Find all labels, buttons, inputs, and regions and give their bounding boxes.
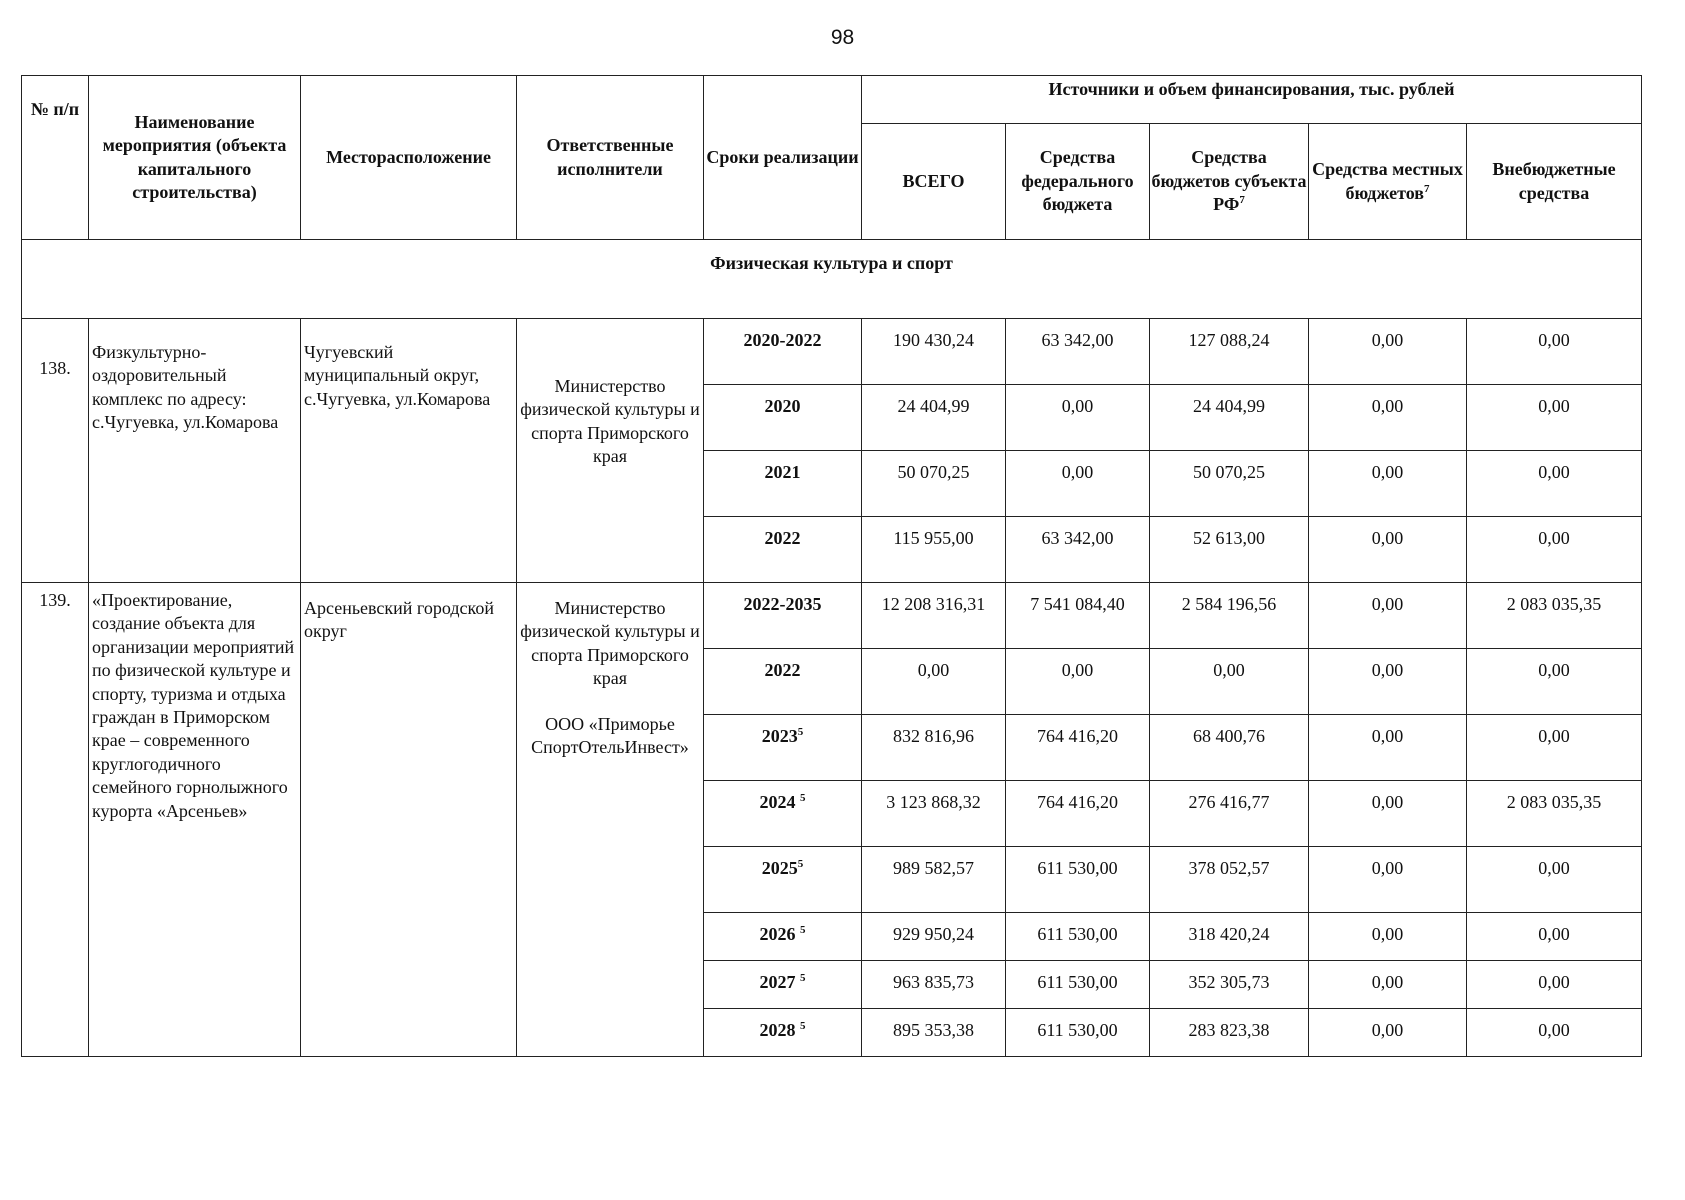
header-subject	[1150, 124, 1309, 240]
value-subject: 50 070,25	[1150, 451, 1309, 517]
value-extra: 2 083 035,35	[1467, 583, 1642, 649]
year-label: 2024	[759, 792, 800, 812]
header-subject-label: Средства бюджетов субъекта РФ	[1151, 147, 1307, 215]
value-local: 0,00	[1309, 583, 1467, 649]
item-executors	[517, 583, 704, 1057]
value-subject: 352 305,73	[1150, 961, 1309, 1009]
year-footnote: 5	[800, 1020, 806, 1032]
value-federal: 764 416,20	[1006, 715, 1150, 781]
item-number: 139.	[22, 583, 89, 1057]
value-federal: 63 342,00	[1006, 319, 1150, 385]
value-total: 190 430,24	[862, 319, 1006, 385]
header-extra: Внебюджетные средства	[1467, 124, 1642, 240]
value-subject: 2 584 196,56	[1150, 583, 1309, 649]
value-total: 895 353,38	[862, 1009, 1006, 1057]
year-footnote: 5	[800, 972, 806, 984]
value-subject: 0,00	[1150, 649, 1309, 715]
value-extra: 0,00	[1467, 319, 1642, 385]
value-local: 0,00	[1309, 319, 1467, 385]
page-number: 98	[830, 26, 855, 49]
table-row	[22, 319, 1642, 385]
value-subject: 276 416,77	[1150, 781, 1309, 847]
value-federal: 63 342,00	[1006, 517, 1150, 583]
header-num: № п/п	[22, 76, 89, 240]
value-extra: 0,00	[1467, 385, 1642, 451]
value-federal: 0,00	[1006, 451, 1150, 517]
header-total: ВСЕГО	[862, 124, 1006, 240]
value-extra: 0,00	[1467, 517, 1642, 583]
year-label: 2027	[759, 972, 800, 992]
value-extra: 0,00	[1467, 649, 1642, 715]
value-total: 963 835,73	[862, 961, 1006, 1009]
year-footnote: 5	[797, 726, 804, 738]
value-total: 832 816,96	[862, 715, 1006, 781]
value-local: 0,00	[1309, 847, 1467, 913]
value-federal: 764 416,20	[1006, 781, 1150, 847]
value-federal: 7 541 084,40	[1006, 583, 1150, 649]
year-label: 2020-2022	[743, 330, 822, 350]
header-name: Наименование мероприятия (объекта капитального строительства)	[89, 76, 301, 240]
executor-primary: Министерство физической культуры и спорта Приморского края	[520, 598, 700, 689]
year-cell	[704, 385, 862, 451]
year-label: 2026	[759, 924, 800, 944]
value-federal: 611 530,00	[1006, 961, 1150, 1009]
value-federal: 611 530,00	[1006, 1009, 1150, 1057]
value-total: 24 404,99	[862, 385, 1006, 451]
value-local: 0,00	[1309, 385, 1467, 451]
year-cell	[704, 583, 862, 649]
header-local	[1309, 124, 1467, 240]
item-location: Чугуевский муниципальный округ, с.Чугуевка, ул.Комарова	[301, 319, 517, 583]
value-local: 0,00	[1309, 451, 1467, 517]
executor-primary: Министерство физической культуры и спорта Приморского края	[520, 376, 700, 467]
header-federal: Средства федерального бюджета	[1006, 124, 1150, 240]
value-total: 115 955,00	[862, 517, 1006, 583]
value-local: 0,00	[1309, 961, 1467, 1009]
year-cell	[704, 517, 862, 583]
year-label: 2022	[764, 660, 801, 680]
year-cell	[704, 715, 862, 781]
year-cell	[704, 1009, 862, 1057]
item-number: 138.	[22, 319, 89, 583]
year-cell	[704, 847, 862, 913]
header-sources: Источники и объем финансирования, тыс. рублей	[862, 76, 1642, 124]
value-total: 12 208 316,31	[862, 583, 1006, 649]
value-extra: 0,00	[1467, 847, 1642, 913]
year-cell	[704, 319, 862, 385]
year-footnote: 5	[800, 792, 806, 804]
item-name: Физкультурно-оздоровительный комплекс по адресу: с.Чугуевка, ул.Комарова	[89, 319, 301, 583]
header-executors: Ответственные исполнители	[517, 76, 704, 240]
value-local: 0,00	[1309, 1009, 1467, 1057]
value-subject: 52 613,00	[1150, 517, 1309, 583]
value-local: 0,00	[1309, 649, 1467, 715]
value-local: 0,00	[1309, 715, 1467, 781]
value-total: 929 950,24	[862, 913, 1006, 961]
year-label: 2021	[764, 462, 801, 482]
value-extra: 0,00	[1467, 913, 1642, 961]
year-label: 2022	[764, 528, 801, 548]
header-subject-footnote: 7	[1239, 194, 1245, 207]
value-extra: 2 083 035,35	[1467, 781, 1642, 847]
year-cell	[704, 781, 862, 847]
header-terms: Сроки реализации	[704, 76, 862, 240]
year-cell	[704, 961, 862, 1009]
value-federal: 0,00	[1006, 649, 1150, 715]
year-cell	[704, 649, 862, 715]
value-subject: 127 088,24	[1150, 319, 1309, 385]
financing-table	[21, 75, 1642, 1057]
value-federal: 611 530,00	[1006, 847, 1150, 913]
value-federal: 611 530,00	[1006, 913, 1150, 961]
value-extra: 0,00	[1467, 961, 1642, 1009]
value-extra: 0,00	[1467, 1009, 1642, 1057]
year-label: 2023	[761, 726, 798, 746]
header-local-label: Средства местных бюджетов	[1312, 159, 1463, 203]
header-local-footnote: 7	[1424, 182, 1430, 195]
section-title: Физическая культура и спорт	[22, 240, 1642, 319]
year-footnote: 5	[797, 858, 804, 870]
year-cell	[704, 451, 862, 517]
executor-secondary: ООО «Приморье СпортОтельИнвест»	[531, 713, 689, 757]
item-executors	[517, 319, 704, 583]
table-row	[22, 583, 1642, 649]
value-total: 3 123 868,32	[862, 781, 1006, 847]
year-label: 2020	[764, 396, 801, 416]
year-footnote: 5	[800, 924, 806, 936]
header-location: Месторасположение	[301, 76, 517, 240]
value-subject: 378 052,57	[1150, 847, 1309, 913]
value-local: 0,00	[1309, 913, 1467, 961]
year-label: 2022-2035	[743, 594, 822, 614]
value-extra: 0,00	[1467, 715, 1642, 781]
year-label: 2028	[759, 1020, 800, 1040]
item-location: Арсеньевский городской округ	[301, 583, 517, 1057]
value-subject: 68 400,76	[1150, 715, 1309, 781]
year-cell	[704, 913, 862, 961]
value-total: 50 070,25	[862, 451, 1006, 517]
value-subject: 283 823,38	[1150, 1009, 1309, 1057]
value-local: 0,00	[1309, 517, 1467, 583]
value-subject: 24 404,99	[1150, 385, 1309, 451]
value-federal: 0,00	[1006, 385, 1150, 451]
value-local: 0,00	[1309, 781, 1467, 847]
value-extra: 0,00	[1467, 451, 1642, 517]
year-label: 2025	[761, 858, 798, 878]
executor-gap	[519, 691, 701, 713]
value-subject: 318 420,24	[1150, 913, 1309, 961]
value-total: 989 582,57	[862, 847, 1006, 913]
item-name: «Проектирование, создание объекта для организации мероприятий по физической культуре и спорту, туризма и отдыха граждан в Приморском крае – современного круглогодичного семейного горнолыжного курорта «Арсеньев»	[89, 583, 301, 1057]
value-total: 0,00	[862, 649, 1006, 715]
